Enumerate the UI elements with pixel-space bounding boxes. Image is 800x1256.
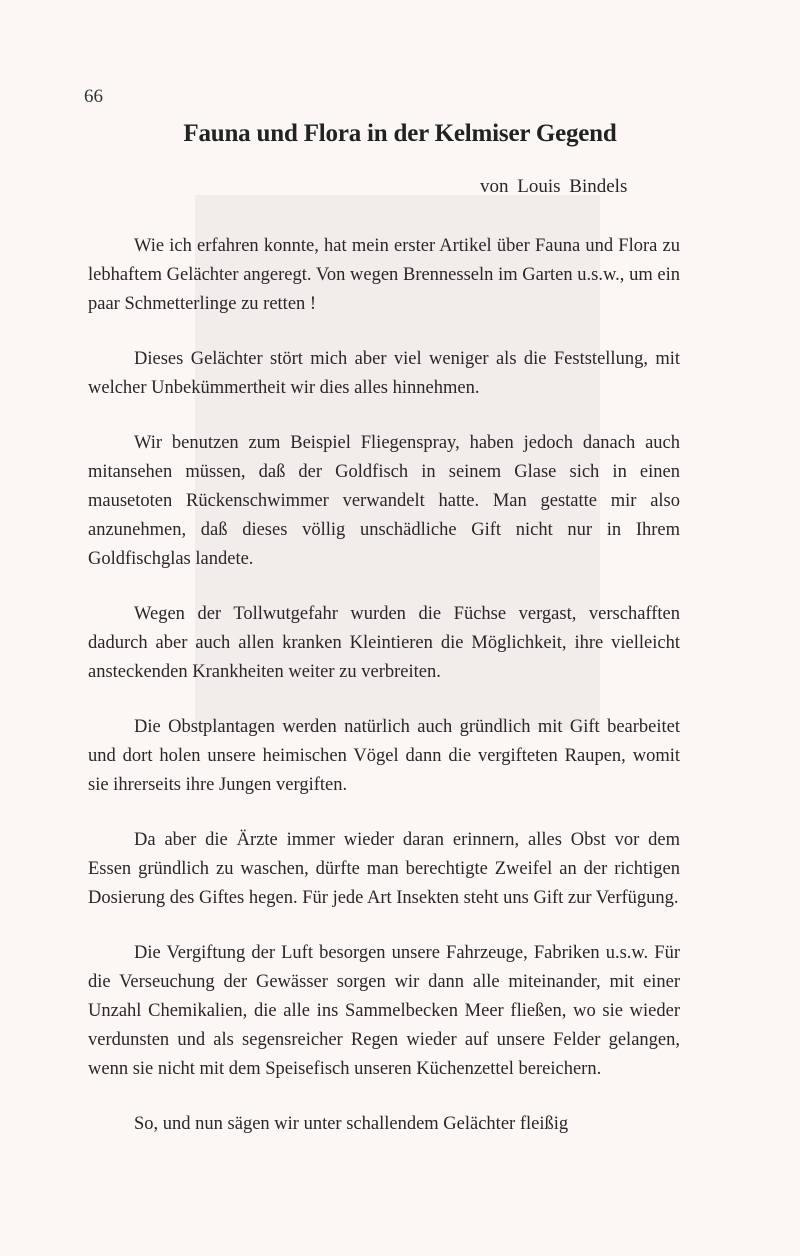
paragraph: Wegen der Tollwutgefahr wurden die Füchse vergast, verschafften dadurch aber auch allen kranken Kleintieren die Möglichkeit, ihre vielleicht ansteckenden Krankheiten weiter zu verbreiten. — [88, 604, 680, 682]
paragraph: Wie ich erfahren konnte, hat mein erster Artikel über Fauna und Flora zu lebhaftem Gelächter angeregt. Von wegen Brennesseln im Garten u.s.w., um ein paar Schmetterlinge zu retten ! — [88, 236, 680, 314]
article-title: Fauna und Flora in der Kelmiser Gegend — [183, 120, 617, 147]
article-body — [88, 232, 680, 1165]
paragraph: Die Vergiftung der Luft besorgen unsere Fahrzeuge, Fabriken u.s.w. Für die Verseuchung der Gewässer sorgen wir dann alle miteinander, mit einer Unzahl Chemikalien, die alle ins Sammelbecken Meer fließen, wo sie wieder verdunsten und als segensreicher Regen wieder auf unsere Felder gelangen, wenn sie nicht mit dem Speisefisch unseren Küchenzettel bereichern. — [88, 943, 680, 1079]
page-number: 66 — [84, 86, 103, 107]
paragraph: Da aber die Ärzte immer wieder daran erinnern, alles Obst vor dem Essen gründlich zu waschen, dürfte man berechtigte Zweifel an der richtigen Dosierung des Giftes hegen. Für jede Art Insekten steht uns Gift zur Verfügung. — [88, 830, 680, 908]
paragraph: So, und nun sägen wir unter schallendem Gelächter fleißig — [134, 1114, 569, 1134]
paragraph: Wir benutzen zum Beispiel Fliegenspray, haben jedoch danach auch mitansehen müssen, daß der Goldfisch in seinem Glase sich in einen mausetoten Rückenschwimmer verwandelt hatte. Man gestatte mir also anzunehmen, daß dieses völlig unschädliche Gift nicht nur in Ihrem Goldfischglas landete. — [88, 433, 680, 569]
article-author: von Louis Bindels — [480, 176, 628, 197]
paragraph: Dieses Gelächter stört mich aber viel weniger als die Feststellung, mit welcher Unbekümmertheit wir dies alles hinnehmen. — [88, 349, 680, 398]
paragraph: Die Obstplantagen werden natürlich auch gründlich mit Gift bearbeitet und dort holen unsere heimischen Vögel dann die vergifteten Raupen, womit sie ihrerseits ihre Jungen vergiften. — [88, 717, 680, 795]
